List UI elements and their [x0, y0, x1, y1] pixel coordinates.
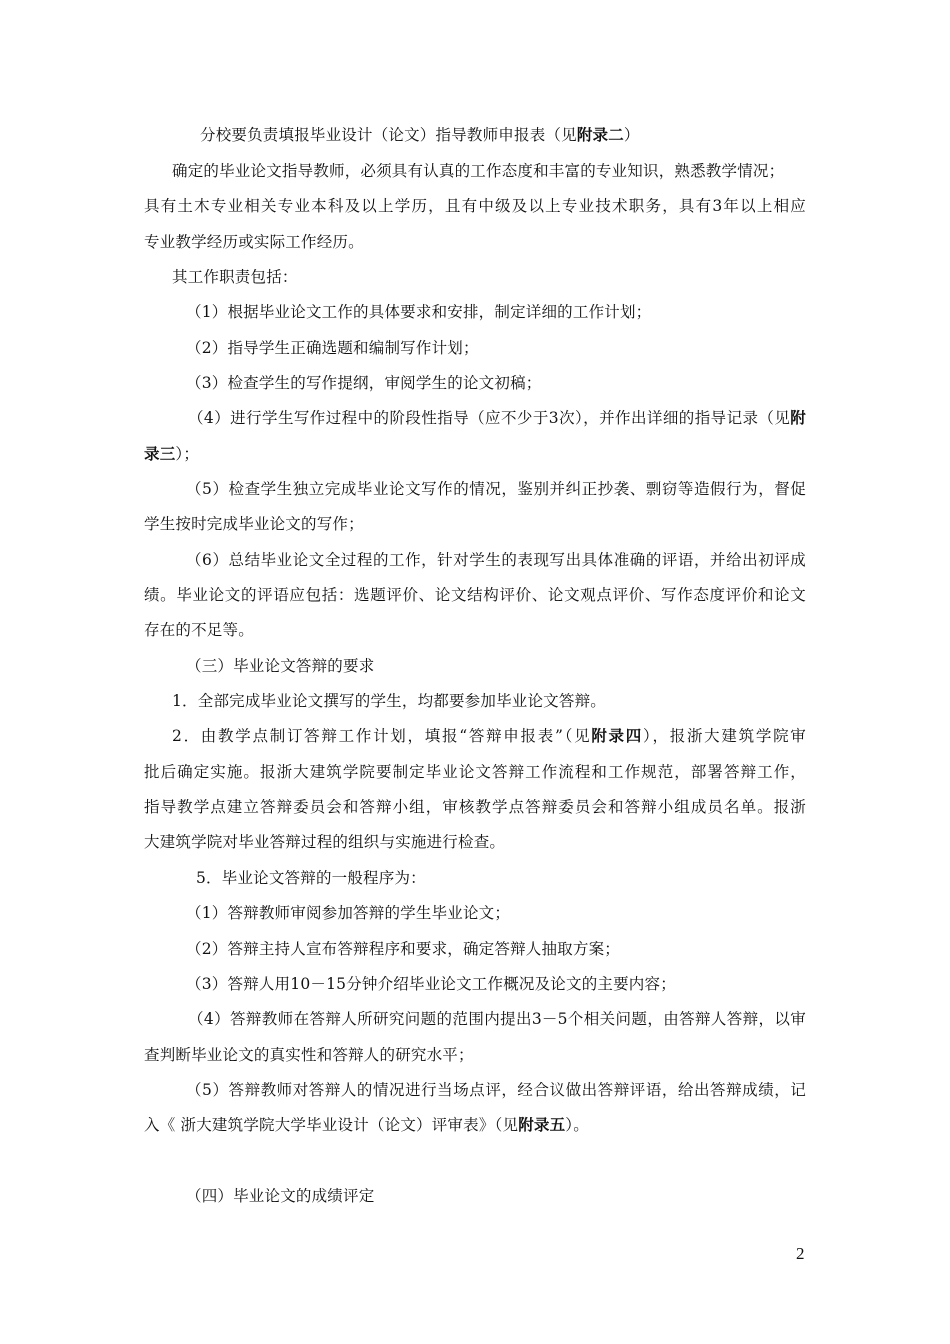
- list-item: （1）答辩教师审阅参加答辩的学生毕业论文；: [186, 904, 511, 922]
- paragraph-line: 查判断毕业论文的真实性和答辩人的研究水平；: [144, 1046, 474, 1064]
- paragraph-line: [200, 124, 862, 146]
- appendix-ref: 附录五: [518, 1115, 566, 1134]
- text: （4）进行学生写作过程中的阶段性指导（应不少于3次），并作出详细的指导记录（见: [188, 409, 791, 427]
- list-item: （6）总结毕业论文全过程的工作，针对学生的表现写出具体准确的评语，并给出初评成: [186, 551, 806, 569]
- list-item: （2）答辩主持人宣布答辩程序和要求，确定答辩人抽取方案；: [186, 940, 620, 958]
- list-item: （5）答辩教师对答辩人的情况进行当场点评，经合议做出答辩评语，给出答辩成绩，记: [186, 1081, 806, 1099]
- paragraph-line: 具有土木专业相关专业本科及以上学历，且有中级及以上专业技术职务，具有3年以上相应: [144, 197, 806, 215]
- list-item: [172, 725, 806, 747]
- appendix-ref: 录三: [144, 444, 176, 463]
- paragraph-line: 指导教学点建立答辩委员会和答辩小组，审核教学点答辩委员会和答辩小组成员名单。报浙: [144, 798, 806, 816]
- appendix-ref: 附录二: [576, 125, 624, 144]
- text: ），报浙大建筑学院审: [643, 727, 806, 745]
- paragraph-line: 其工作职责包括：: [172, 268, 298, 286]
- paragraph-line: 批后确定实施。报浙大建筑学院要制定毕业论文答辩工作流程和工作规范，部署答辩工作，: [144, 763, 806, 781]
- text: ）: [623, 126, 640, 144]
- paragraph-line: 确定的毕业论文指导教师，必须具有认真的工作态度和丰富的专业知识，熟悉教学情况；: [172, 162, 785, 180]
- paragraph-line: [144, 443, 806, 465]
- paragraph-line: 绩。毕业论文的评语应包括：选题评价、论文结构评价、论文观点评价、写作态度评价和论文: [144, 586, 806, 604]
- list-item: 1．全部完成毕业论文撰写的学生，均都要参加毕业论文答辩。: [172, 692, 606, 710]
- list-item: （5）检查学生独立完成毕业论文写作的情况，鉴别并纠正抄袭、剽窃等造假行为，督促: [186, 480, 806, 498]
- list-item: （4）答辩教师在答辩人所研究问题的范围内提出3－5个相关问题，由答辩人答辩，以审: [188, 1010, 806, 1028]
- list-item: （2）指导学生正确选题和编制写作计划；: [186, 339, 479, 357]
- list-item: [188, 407, 806, 429]
- appendix-ref: 附录四: [591, 726, 644, 745]
- list-item: （1）根据毕业论文工作的具体要求和安排，制定详细的工作计划；: [186, 303, 652, 321]
- paragraph-line: [144, 1114, 806, 1136]
- paragraph-line: 存在的不足等。: [144, 621, 254, 639]
- paragraph-line: 学生按时完成毕业论文的写作；: [144, 515, 364, 533]
- text: 2．由教学点制订答辩工作计划，填报“答辩申报表”（见: [172, 727, 592, 745]
- list-item: 5．毕业论文答辩的一般程序为：: [196, 869, 426, 887]
- text: 入《 浙大建筑学院大学毕业设计（论文）评审表》（见: [144, 1116, 519, 1134]
- paragraph-line: 专业教学经历或实际工作经历。: [144, 233, 364, 251]
- paragraph-line: 大建筑学院对毕业答辩过程的组织与实施进行检查。: [144, 833, 506, 851]
- text: ）。: [565, 1116, 589, 1134]
- appendix-ref: 附: [790, 408, 806, 427]
- section-heading: （三）毕业论文答辩的要求: [186, 657, 375, 675]
- list-item: （3）答辩人用10－15分钟介绍毕业论文工作概况及论文的主要内容；: [186, 975, 676, 993]
- page-number: 2: [796, 1244, 805, 1263]
- list-item: （3）检查学生的写作提纲，审阅学生的论文初稿；: [186, 374, 542, 392]
- text: 分校要负责填报毕业设计（论文）指导教师申报表（见: [200, 126, 577, 144]
- text: ）；: [175, 445, 200, 463]
- section-heading: （四）毕业论文的成绩评定: [186, 1187, 375, 1205]
